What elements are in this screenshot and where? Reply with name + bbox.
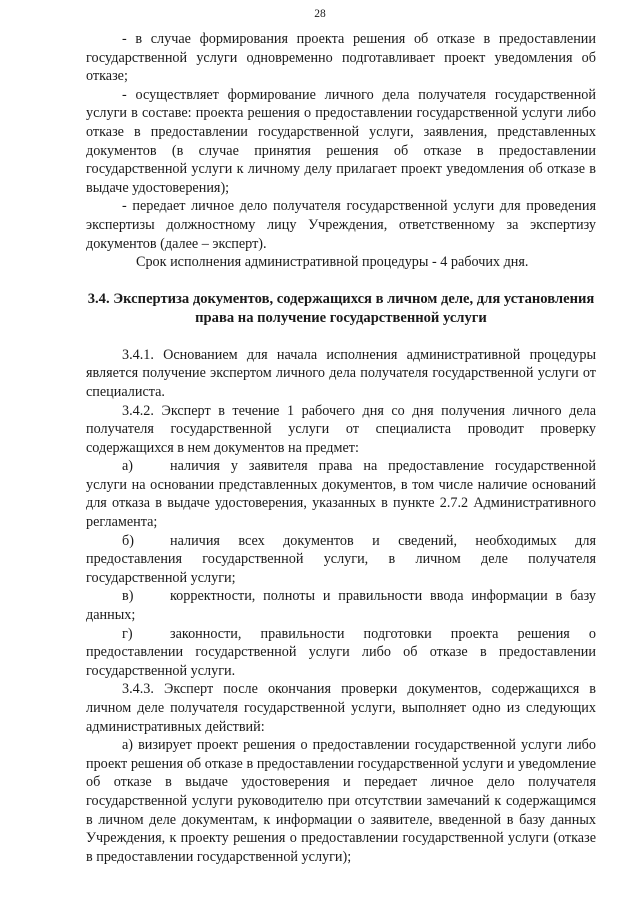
paragraph: - осуществляет формирование личного дела получателя государственной услуги в составе: проекта решения о предоставлении государственной услуги либо отказе в предоставлении государственной услуги, заявления, представленных документов (в случае принятия решения об отказе в предоставлении государственной услуги к личному делу прилагает проект уведомления об отказе в выдаче удостоверения); [86,86,596,196]
paragraph: 3.4.3. Эксперт после окончания проверки документов, содержащихся в личном деле получателя государственной услуги, выполняет одно из следующих административных действий: [86,681,596,735]
list-text: наличия всех документов и сведений, необходимых для предоставления государственной услуги, в личном деле получателя государственной услуги; [86,532,596,586]
list-marker: в) [122,588,134,605]
paragraph: 3.4.1. Основанием для начала исполнения административной процедуры является получение экспертом личного дела получателя государственной услуги от специалиста. [86,346,596,400]
page-number: 28 [314,8,326,20]
list-marker: б) [122,532,134,549]
paragraph: - передает личное дело получателя государственной услуги для проведения экспертизы должностному лицу Учреждения, ответственному за экспертизу документов (далее – эксперт). [86,198,596,252]
list-marker: а) [122,458,134,475]
list-item [86,587,596,624]
section-heading: 3.4. Экспертиза документов, содержащихся в личном деле, для установления права на получение государственной услуги [87,290,595,326]
page-content [86,30,596,866]
paragraph: - в случае формирования проекта решения об отказе в предоставлении государственной услуги одновременно подготавливает проект уведомления об отказе; [86,31,596,85]
list-item [86,457,596,531]
paragraph: Срок исполнения административной процедуры - 4 рабочих дня. [136,254,529,271]
list-item [86,532,596,588]
list-text: корректности, полноты и правильности ввода информации в базу данных; [86,588,596,624]
list-text: законности, правильности подготовки проекта решения о предоставлении государственной услуги либо об отказе в предоставлении государственной услуги. [86,625,596,679]
list-marker: г) [122,625,133,642]
list-item [86,625,596,681]
paragraph: 3.4.2. Эксперт в течение 1 рабочего дня со дня получения личного дела получателя государственной услуги от специалиста проводит проверку содержащихся в нем документов на предмет: [86,402,596,456]
list-text: наличия у заявителя права на предоставление государственной услуги на основании представленных документов, в том числе наличие оснований для отказа в выдаче удостоверения, указанных в пункте 2.7.2 Административного регламента; [86,458,596,531]
paragraph: а) визирует проект решения о предоставлении государственной услуги либо проект решения об отказе в предоставлении государственной услуги и уведомление об отказе в выдаче удостоверения и передает личное дело получателя государственной услуги руководителю при отсутствии замечаний к содержащимся в личном деле документам, к информации о заявителе, введенной в базу данных Учреждения, к проекту решения о предоставлении государственной услуги (отказе в предоставлении государственной услуги); [86,737,596,865]
